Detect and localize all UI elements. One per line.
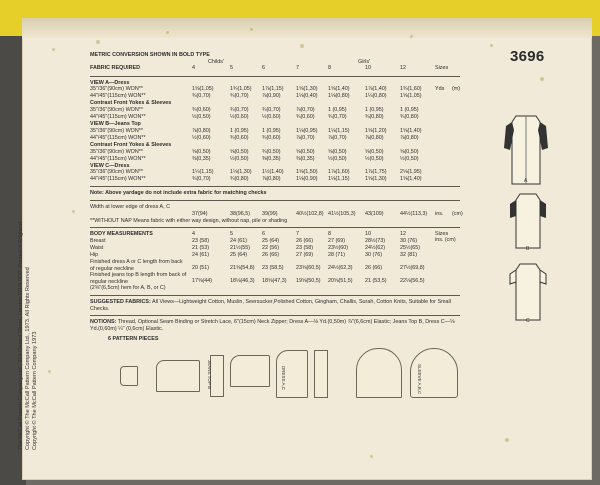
cell: 1 (0,95) (230, 127, 249, 134)
childs-label: Childs' (208, 58, 225, 65)
view-illustrations (470, 108, 585, 348)
fabric-required-heading: FABRIC REQUIRED (90, 64, 141, 71)
pattern-pieces-title: 6 PATTERN PIECES (108, 336, 159, 342)
cell: 28 (71) (328, 252, 346, 259)
unit-cm: (cm) (452, 210, 463, 217)
without-nap-note: **WITHOUT NAP Means fabric with either way design, without nap, pile or shading (90, 217, 288, 224)
cell: ¾(0,60) (230, 134, 249, 141)
cell: 1⅝(1,05) (400, 93, 422, 100)
fabrics-label: SUGGESTED FABRICS: (90, 299, 151, 306)
cell: ⅝(0,50) (296, 148, 315, 155)
cell: ½(0,50) (328, 155, 347, 162)
cell: ⅝(0,50) (365, 148, 384, 155)
row-label: 44"/45"(115cm) WON** (90, 93, 146, 100)
cell: 25½(65) (400, 245, 421, 252)
size-col: 4 (192, 64, 195, 71)
cell: 1⅝(1,05) (192, 86, 214, 93)
cell: 1⅞(1,15) (262, 86, 284, 93)
copyright-notice (18, 40, 39, 450)
row-label: 35"/36"(90cm) WON** (90, 107, 143, 114)
cell: 20 (51) (192, 265, 210, 272)
cell: 10 (365, 231, 371, 238)
cell: 1⅝(1,50) (296, 169, 318, 176)
paper-speck (52, 48, 55, 51)
pattern-piece (120, 366, 138, 386)
row-label: Waist (90, 245, 104, 252)
cell: 26 (66) (296, 238, 314, 245)
cell: 8 (328, 231, 331, 238)
paper-speck (540, 77, 544, 81)
cell: 1 (0,95) (328, 107, 347, 114)
cell: ¾(0,70) (328, 114, 347, 121)
cell: 24½(62) (365, 245, 386, 252)
cell: 27 (69) (328, 238, 346, 245)
cell: ½(0,50) (192, 114, 211, 121)
cell: 1⅛(1,15) (328, 176, 350, 183)
cell: ¾(0,80) (365, 114, 384, 121)
cell: 5 (230, 231, 233, 238)
cell: ⅝(0,50) (192, 148, 211, 155)
cell: ¾(0,60) (296, 114, 315, 121)
piece-label: JEANS TOP B (207, 360, 212, 390)
cell: 23 (58) (192, 238, 210, 245)
cell: 1⅛(0,90) (296, 176, 318, 183)
cell: 22 (56) (262, 245, 280, 252)
cell: ⅝(0,50) (400, 148, 419, 155)
table-row (90, 169, 460, 176)
table-row (90, 86, 460, 93)
dress-a-illustration (496, 108, 556, 188)
row-label: 44"/45"(115cm) WON** (90, 176, 146, 183)
cell: ¾(0,70) (262, 107, 281, 114)
row-label: 44"/45"(115cm) WON** (90, 134, 146, 141)
paper-speck (96, 40, 100, 44)
cell: 12 (400, 231, 406, 238)
table-row (90, 149, 460, 156)
cell: 22⅛(56,5) (400, 278, 425, 285)
cell: ⅞(0,80) (192, 127, 211, 134)
width-row (90, 210, 463, 218)
body-measurements-title: BODY MEASUREMENTS (90, 231, 153, 238)
table-row (90, 156, 460, 163)
cell: 41½(105,3) (328, 210, 356, 217)
pattern-piece (210, 355, 224, 397)
cell: 1⅝(1,20) (365, 127, 387, 134)
size-chart (90, 52, 463, 333)
cell: 21⅝(54,8) (230, 265, 255, 272)
cell: 7 (296, 231, 299, 238)
cell: 1¼(1,15) (192, 169, 214, 176)
envelope-flap-shadow (22, 18, 592, 38)
paper-speck (490, 44, 493, 47)
cell: 24 (61) (192, 252, 210, 259)
view-label-b: B (526, 246, 530, 252)
cell: 1⅝(1,30) (365, 176, 387, 183)
view-label-a: A (524, 178, 528, 184)
view-b-contrast-title: Contrast Front Yokes & Sleeves (90, 141, 172, 148)
row-label: 35"/36"(90cm) WON** (90, 127, 143, 134)
row-label: Breast (90, 238, 106, 245)
cell: 21 (53,5) (365, 278, 387, 285)
cell: 1 (0,95) (365, 107, 384, 114)
table-row (90, 114, 460, 121)
cell: 1⅛(0,80) (328, 93, 350, 100)
size-col: 6 (262, 64, 265, 71)
cell: ⅞(0,70) (296, 134, 315, 141)
row-label: 35"/36"(90cm) WON** (90, 86, 143, 93)
row-label: 44"/45"(115cm) WON** (90, 155, 146, 162)
cell: ⅜(0,35) (192, 155, 211, 162)
table-row (90, 135, 460, 142)
cell: 1 (0,95) (262, 127, 281, 134)
size-col: 10 (365, 64, 371, 71)
cell: 19⅝(50,5) (296, 278, 321, 285)
cell: 2⅛(1,95) (400, 169, 422, 176)
yardage-note: Note: Above yardage do not include extra fabric for matching checks (90, 190, 267, 197)
row-label: 35"/36"(90cm) WON** (90, 148, 143, 155)
cell: ¾(0,60) (262, 134, 281, 141)
paper-speck (370, 455, 373, 458)
cell: 18⅝(47,3) (262, 278, 287, 285)
cell: 27 (69) (296, 252, 314, 259)
cell: 1⅝(1,30) (296, 86, 318, 93)
unit-label: ins. (cm) (435, 237, 456, 244)
metric-conversion-note: METRIC CONVERSION SHOWN IN BOLD TYPE (90, 52, 210, 58)
view-c-title: VIEW C—Dress (90, 162, 130, 169)
width-label: Width at lower edge of dress A, C (90, 203, 170, 210)
sizes-label: Sizes (435, 231, 449, 238)
suggested-fabrics (90, 299, 460, 312)
cell: ¾(0,80) (230, 176, 249, 183)
cell: 1⅝(1,40) (400, 176, 422, 183)
hem-note: (2⅝"(6,5cm) hem for A, B, or C) (90, 285, 166, 292)
view-a-contrast-title: Contrast Front Yokes & Sleeves (90, 100, 172, 107)
view-b-title: VIEW B—Jeans Top (90, 121, 141, 128)
cell: 26 (66) (262, 252, 280, 259)
cell: 1⅞(1,40) (365, 86, 387, 93)
credit-line-2: Copyright © The McCall Pattern Company Ltd., 1973. All Rights Reserved (25, 267, 31, 450)
row-label: Hip (90, 252, 99, 259)
pattern-pieces-section (100, 330, 470, 400)
cell: 39(99) (262, 210, 278, 217)
cell: ⅞(0,70) (296, 107, 315, 114)
cell: 30 (76) (400, 238, 418, 245)
cell: ⅜(0,35) (262, 155, 281, 162)
cell: 1⅞(1,75) (365, 169, 387, 176)
table-row (90, 272, 460, 285)
cell: ¾(0,50) (262, 148, 281, 155)
cell: ⅝(0,50) (230, 148, 249, 155)
cell: ½(0,50) (365, 155, 384, 162)
piece-label: SLEEVE A,B,C (417, 364, 422, 395)
cell: ½(0,60) (262, 114, 281, 121)
cell: ⅞(0,80) (400, 134, 419, 141)
cell: 1¾(1,05) (230, 86, 252, 93)
pattern-piece (156, 360, 200, 392)
sizes-label: Sizes (435, 64, 449, 71)
cell: ¾(0,70) (192, 93, 211, 100)
dress-c-illustration (504, 258, 564, 338)
view-label-c: C (526, 318, 530, 324)
table-row (90, 128, 460, 135)
cell: ⅞(0,80) (262, 176, 281, 183)
dress-b-illustration (504, 188, 564, 268)
cell: 37(94) (192, 210, 208, 217)
cell: ⅜(0,35) (296, 155, 315, 162)
cell: 23 (58) (296, 245, 314, 252)
table-row (90, 176, 460, 183)
cell: 17⅝(44) (192, 278, 213, 285)
cell: 1⅝(1,40) (400, 127, 422, 134)
cell: ⅞(0,90) (262, 93, 281, 100)
cell: ½(0,50) (230, 155, 249, 162)
paper-speck (250, 28, 253, 31)
row-label: Finished jeans top B length from back of regular neckline (90, 272, 187, 286)
paper-speck (166, 31, 169, 34)
notions-text: Thread, Optional Seam Binding or Stretch Lace, 6"(15cm) Neck Zipper; Dress A—⅛ Yd.(0,50m) ⅞"(6,6cm) Elastic; Jeans Top B, Dress C—⅛ Yd.(0,60m) ¼" (0,6cm) Elastic. (90, 319, 455, 333)
pattern-piece (314, 350, 328, 398)
size-col: 8 (328, 64, 331, 71)
paper-speck (410, 35, 413, 38)
fabrics-text: All Views—Lightweight Cotton, Muslin, Seersucker,Polished Cotton, Gingham, Challis, Surah, Cotton Knits, Suitable for Small Checks. (90, 299, 451, 312)
size-header-row (90, 58, 460, 73)
row-label: Finished dress A or C length from back of regular neckline (90, 259, 183, 273)
unit-m: (m) (452, 86, 461, 93)
size-col: 7 (296, 64, 299, 71)
cell: 23 (58,5) (262, 265, 284, 272)
unit-yds: Yds (435, 86, 445, 93)
size-col: 12 (400, 64, 406, 71)
credit-line-3: Copyright © The McCall Pattern Company 1973 (32, 331, 38, 450)
cell: 21½(55) (230, 245, 251, 252)
paper-speck (505, 438, 509, 442)
cell: 27½(69,8) (400, 265, 425, 272)
cell: 1¼(0,80) (365, 93, 387, 100)
cell: ½(0,50) (400, 155, 419, 162)
pattern-number: 3696 (510, 48, 545, 65)
cell: 25 (64) (262, 238, 280, 245)
girls-label: Girls' (358, 58, 371, 65)
cell: ¾(0,60) (192, 107, 211, 114)
view-a-title: VIEW A—Dress (90, 79, 130, 86)
paper-speck (300, 44, 304, 48)
cell: 24½(62,3) (328, 265, 353, 272)
cell: ⅝(0,50) (328, 148, 347, 155)
cell: 40½(102,8) (296, 210, 324, 217)
cell: 26 (66) (365, 265, 383, 272)
cell: 1⅛(0,40) (296, 93, 318, 100)
table-row (90, 245, 460, 252)
cell: 1¾(1,60) (400, 86, 422, 93)
cell: 4 (192, 231, 195, 238)
row-label: 44"/45"(115cm) WON** (90, 114, 146, 121)
row-label: 35"/36"(90cm) WON** (90, 169, 143, 176)
cell: 6 (262, 231, 265, 238)
paper-speck (48, 370, 51, 373)
cell: 23½(60) (328, 245, 349, 252)
cell: 1½(1,40) (262, 169, 284, 176)
cell: 1⅞(1,60) (328, 169, 350, 176)
cell: ¾(0,70) (230, 93, 249, 100)
pattern-piece (230, 355, 270, 387)
table-row (90, 259, 460, 272)
cell: 1⅛(1,30) (230, 169, 252, 176)
cell: 21 (53) (192, 245, 210, 252)
cell: ½(0,60) (192, 134, 211, 141)
cell: ½(0,60) (230, 114, 249, 121)
cell: 18⅛(46,3) (230, 278, 255, 285)
cell: 43(109) (365, 210, 384, 217)
cell: 30 (76) (365, 252, 383, 259)
cell: ¾(0,70) (192, 176, 211, 183)
cell: ⅞(0,80) (365, 134, 384, 141)
dress-a-icon (496, 108, 556, 188)
size-col: 5 (230, 64, 233, 71)
table-row (90, 252, 460, 259)
cell: 44½(113,3) (400, 210, 428, 217)
notions-label: NOTIONS: (90, 319, 117, 326)
cell: 1 (0,95) (400, 107, 419, 114)
unit-ins: ins. (435, 210, 444, 217)
paper-speck (72, 210, 75, 213)
cell: 1⅝(1,40) (328, 86, 350, 93)
pattern-piece (356, 348, 402, 398)
cell: 24 (61) (230, 238, 248, 245)
credit-line-1: The McCall Pattern Company Ltd., 214 Oxford Street, London W1N 0DP. Printed in England (18, 222, 24, 450)
cell: 25 (64) (230, 252, 248, 259)
cell: ¾(0,70) (230, 107, 249, 114)
piece-label: DRESS A,C (281, 366, 286, 391)
cell: 20⅝(51,5) (328, 278, 353, 285)
table-row (90, 93, 460, 100)
cell: 32 (81) (400, 252, 418, 259)
cell: ¾(0,80) (400, 114, 419, 121)
cell: 1⅛(1,15) (328, 127, 350, 134)
cell: 23⅝(60,5) (296, 265, 321, 272)
cell: 38(96,5) (230, 210, 251, 217)
cell: ⅞(0,70) (328, 134, 347, 141)
cell: 28½(73) (365, 238, 386, 245)
cell: 1⅛(0,95) (296, 127, 318, 134)
